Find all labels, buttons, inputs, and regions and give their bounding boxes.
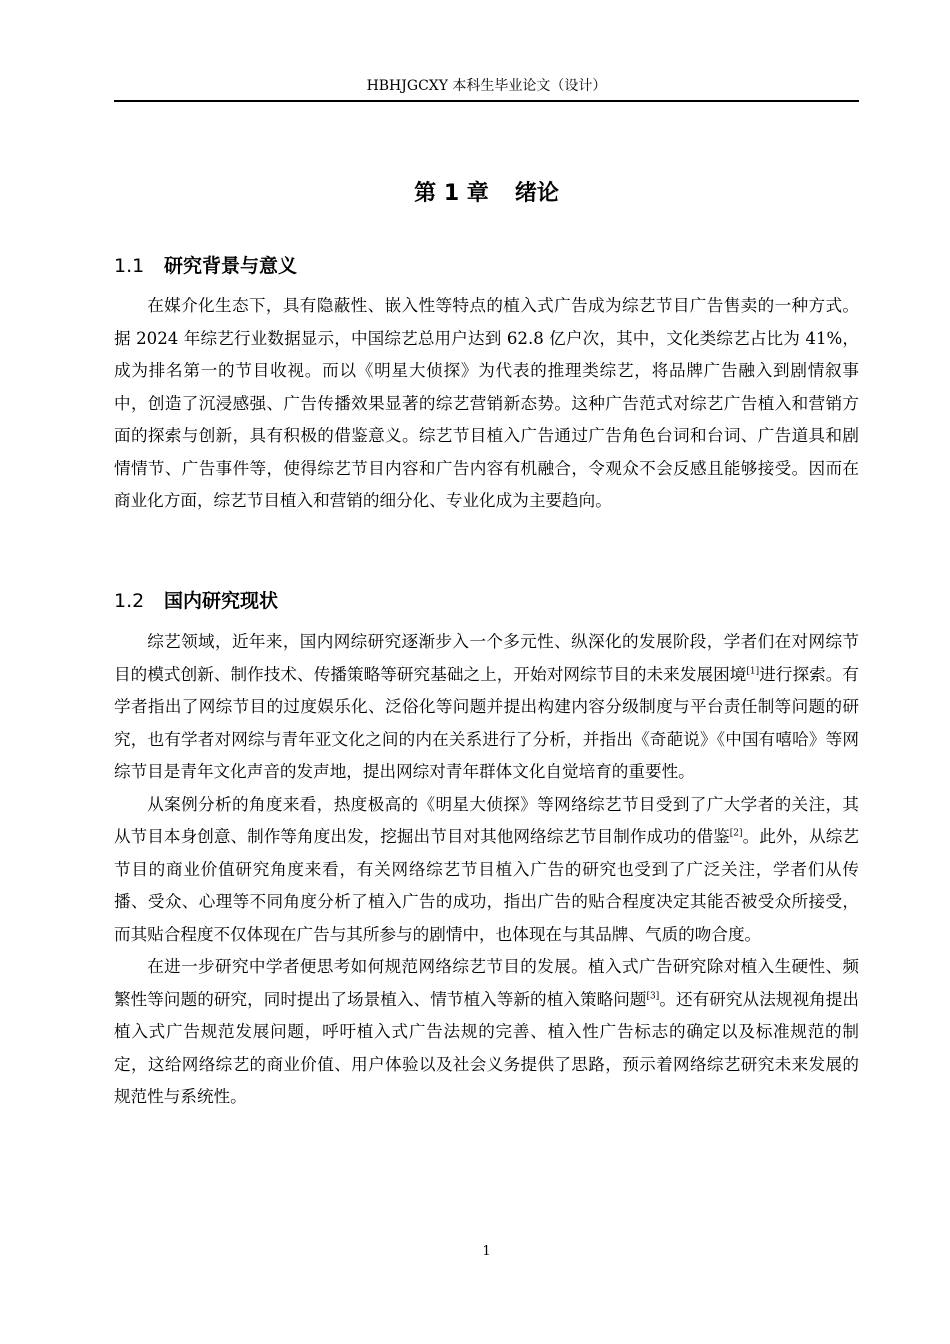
section-title: 国内研究现状 <box>164 590 279 612</box>
paragraph-text: 。还有研究从法规视角提出植入式广告规范发展问题，呼吁植入式广告法规的完善、植入性广告标志的确定以及标准规范的制定，这给网络综艺的商业价值、用户体验以及社会义务提供了思路，预示着网络综艺研究未来发展的规范性与系统性。 <box>114 989 860 1106</box>
citation-ref: [1] <box>746 665 760 676</box>
section-1-1-body <box>114 290 859 518</box>
section-title: 研究背景与意义 <box>164 255 298 277</box>
section-heading-1-1 <box>114 252 859 280</box>
citation-ref: [3] <box>646 990 660 1001</box>
section-number: 1.2 <box>114 590 145 612</box>
header-rule <box>114 100 859 102</box>
paragraph <box>114 789 859 952</box>
section-heading-1-2 <box>114 587 859 615</box>
paragraph-text: 进行探索。有学者指出了网综节目的过度娱乐化、泛俗化等问题并提出构建内容分级制度与平台责任制等问题的研究，也有学者对网综与青年亚文化之间的内在关系进行了分析，并指出《奇葩说》《中国有嘻哈》等网综节目是青年文化声音的发声地，提出网综对青年群体文化自觉培育的重要性。 <box>114 664 860 781</box>
chapter-number: 第 1 章 <box>414 181 489 206</box>
paragraph <box>114 951 859 1114</box>
chapter-title <box>114 178 859 210</box>
citation-ref: [2] <box>729 828 743 839</box>
page-number: 1 <box>482 1244 491 1259</box>
paragraph-text: 综艺领域，近年来，国内网综研究逐渐步入一个多元性、纵深化的发展阶段，学者们在对网综节目的模式创新、制作技术、传播策略等研究基础之上，开始对网综节目的未来发展困境 <box>114 632 859 684</box>
paragraph <box>114 626 859 789</box>
paragraph-text: 在进一步研究中学者便思考如何规范网络综艺节目的发展。植入式广告研究除对植入生硬性、频繁性等问题的研究，同时提出了场景植入、情节植入等新的植入策略问题 <box>114 957 859 1009</box>
section-1-2-body <box>114 626 859 1114</box>
paragraph-text: 从案例分析的角度来看，热度极高的《明星大侦探》等网络综艺节目受到了广大学者的关注，其从节目本身创意、制作等角度出发，挖掘出节目对其他网络综艺节目制作成功的借鉴 <box>114 794 859 846</box>
paragraph: 在媒介化生态下，具有隐蔽性、嵌入性等特点的植入式广告成为综艺节目广告售卖的一种方式。据 2024 年综艺行业数据显示，中国综艺总用户达到 62.8 亿户次，其中，文化类综艺占比为 41%，成为排名第一的节目收视。而以《明星大侦探》为代表的推理类综艺，将品牌广告融入到剧情叙事中，创造了沉浸感强、广告传播效果显著的综艺营销新态势。这种广告范式对综艺广告植入和营销方面的探索与创新，具有积极的借鉴意义。综艺节目植入广告通过广告角色台词和台词、广告道具和剧情情节、广告事件等，使得综艺节目内容和广告内容有机融合，令观众不会反感且能够接受。因而在商业化方面，综艺节目植入和营销的细分化、专业化成为主要趋向。 <box>114 296 859 510</box>
page-header: HBHJGCXY 本科生毕业论文（设计） <box>366 78 607 94</box>
chapter-name: 绪论 <box>514 181 559 206</box>
section-number: 1.1 <box>114 255 145 277</box>
paragraph-text: 。此外，从综艺节目的商业价值研究角度来看，有关网络综艺节目植入广告的研究也受到了广泛关注，学者们从传播、受众、心理等不同角度分析了植入广告的成功，指出广告的贴合程度决定其能否被受众所接受，而其贴合程度不仅体现在广告与其所参与的剧情中，也体现在与其品牌、气质的吻合度。 <box>114 827 860 944</box>
